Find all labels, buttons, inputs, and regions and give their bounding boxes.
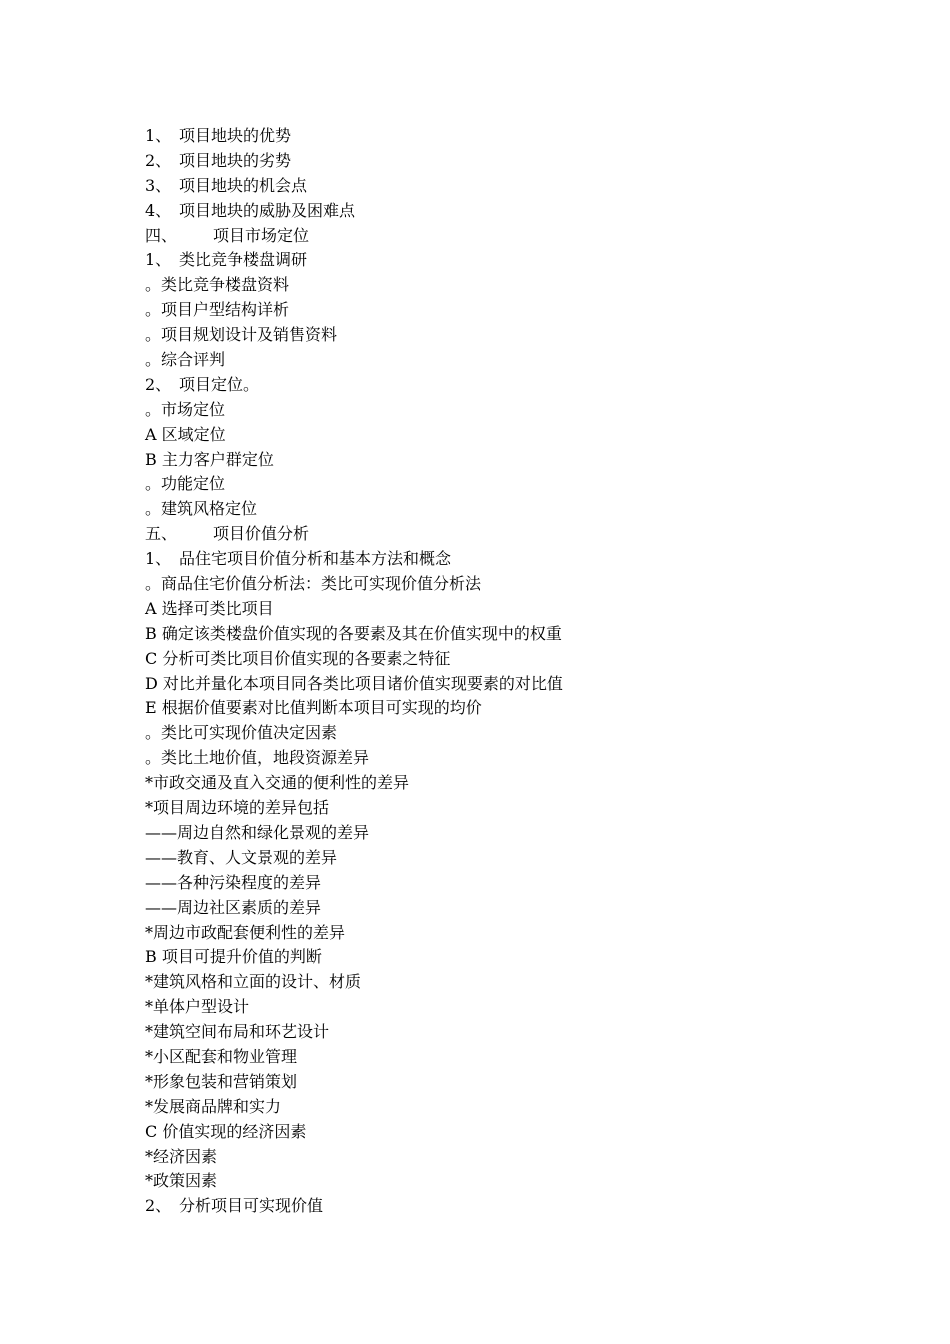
document-line (145, 547, 845, 572)
document-line (145, 348, 845, 373)
document-line (145, 696, 845, 721)
document-line (145, 1145, 845, 1170)
document-line (145, 896, 845, 921)
line-text: 。类比竞争楼盘资料 (145, 275, 290, 295)
line-number: 1、 (145, 126, 172, 145)
line-text: *周边市政配套便利性的差异 (145, 922, 346, 942)
line-text: D 对比并量化本项目同各类比项目诸价值实现要素的对比值 (145, 673, 563, 693)
document-line (145, 323, 845, 348)
line-text: *单体户型设计 (145, 997, 250, 1017)
line-text: 项目定位。 (179, 374, 260, 394)
document-line (145, 970, 845, 995)
document-line (145, 199, 845, 224)
document-line (145, 1045, 845, 1070)
line-text: *建筑风格和立面的设计、材质 (145, 972, 362, 992)
line-number: 4、 (145, 200, 172, 220)
document-line (145, 995, 845, 1020)
line-text: ——周边自然和绿化景观的差异 (145, 822, 370, 842)
document-line (145, 597, 845, 622)
document-line (145, 273, 845, 298)
document-line (145, 622, 845, 647)
line-text: B 确定该类楼盘价值实现的各要素及其在价值实现中的权重 (145, 623, 562, 643)
document-line (145, 921, 845, 946)
document-line (145, 1020, 845, 1045)
line-text: 项目价值分析 (213, 524, 310, 544)
line-text: C 分析可类比项目价值实现的各要素之特征 (145, 648, 451, 668)
line-text: B 项目可提升价值的判断 (145, 947, 322, 967)
line-number: 2、 (145, 374, 172, 394)
document-line (145, 771, 845, 796)
line-text: 品住宅项目价值分析和基本方法和概念 (179, 549, 452, 569)
document-line (145, 672, 845, 697)
document-line (145, 174, 845, 199)
line-text: 。项目户型结构详析 (145, 300, 290, 320)
document-line (145, 448, 845, 473)
document-line (145, 1070, 845, 1095)
document-line (145, 871, 845, 896)
line-text: 。建筑风格定位 (145, 499, 258, 519)
document-line (145, 796, 845, 821)
line-text: *市政交通及直入交通的便利性的差异 (145, 773, 410, 793)
line-number: 3、 (145, 175, 172, 195)
document-line (145, 1120, 845, 1145)
document-line (145, 1194, 845, 1219)
line-text: 类比竞争楼盘调研 (179, 250, 308, 270)
document-line (145, 124, 845, 149)
line-number: 五、 (145, 524, 178, 544)
line-number: 1、 (145, 250, 172, 270)
line-text: ——各种污染程度的差异 (145, 872, 322, 892)
document-line (145, 522, 845, 547)
line-text: 。类比土地价值，地段资源差异 (145, 748, 370, 768)
line-text: *政策因素 (145, 1171, 218, 1191)
line-text: 项目市场定位 (213, 225, 310, 245)
line-text: 项目地块的优势 (179, 126, 292, 145)
document-line (145, 821, 845, 846)
line-number: 1、 (145, 549, 172, 569)
line-text: 。综合评判 (145, 350, 226, 370)
line-text: *建筑空间布局和环艺设计 (145, 1022, 330, 1042)
line-text: A 区域定位 (145, 424, 226, 444)
line-text: 。项目规划设计及销售资料 (145, 325, 338, 345)
document-line (145, 398, 845, 423)
document-line (145, 1169, 845, 1194)
line-text: ——周边社区素质的差异 (145, 897, 322, 917)
line-number: 2、 (145, 1196, 172, 1216)
document-line (145, 373, 845, 398)
line-text: *项目周边环境的差异包括 (145, 798, 330, 818)
document-line (145, 945, 845, 970)
document-line (145, 224, 845, 249)
line-text: *小区配套和物业管理 (145, 1046, 298, 1066)
document-line (145, 248, 845, 273)
line-text: E 根据价值要素对比值判断本项目可实现的均价 (145, 698, 482, 718)
line-number: 四、 (145, 225, 178, 245)
document-line (145, 1095, 845, 1120)
document-line (145, 497, 845, 522)
document-line (145, 846, 845, 871)
line-text: B 主力客户群定位 (145, 449, 274, 469)
line-text: 项目地块的机会点 (179, 175, 308, 195)
line-text: 。类比可实现价值决定因素 (145, 723, 338, 743)
line-text: *经济因素 (145, 1146, 218, 1166)
line-text: 。商品住宅价值分析法：类比可实现价值分析法 (145, 574, 482, 594)
document-line (145, 472, 845, 497)
line-text: A 选择可类比项目 (145, 598, 274, 618)
line-text: C 价值实现的经济因素 (145, 1121, 307, 1141)
line-text: ——教育、人文景观的差异 (145, 847, 338, 867)
document-line (145, 647, 845, 672)
document-line (145, 149, 845, 174)
line-text: 分析项目可实现价值 (179, 1196, 324, 1216)
line-text: 项目地块的劣势 (179, 150, 292, 170)
document-line (145, 298, 845, 323)
line-text: 。功能定位 (145, 474, 226, 494)
document-line (145, 746, 845, 771)
document-body (145, 124, 845, 1219)
line-text: 项目地块的威胁及困难点 (179, 200, 356, 220)
line-number: 2、 (145, 150, 172, 170)
line-text: *形象包装和营销策划 (145, 1071, 298, 1091)
document-line (145, 572, 845, 597)
document-line (145, 721, 845, 746)
line-text: *发展商品牌和实力 (145, 1096, 282, 1116)
document-line (145, 423, 845, 448)
line-text: 。市场定位 (145, 399, 226, 419)
